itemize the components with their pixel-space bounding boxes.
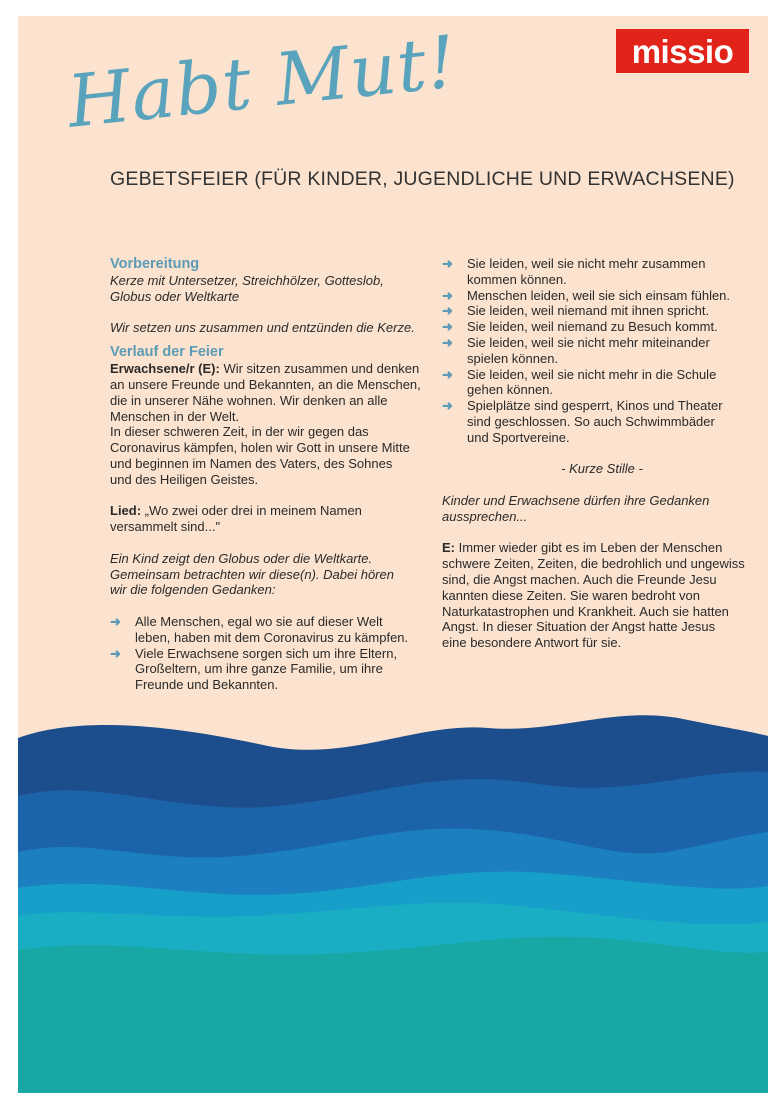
- list-item: [442, 288, 762, 304]
- kind-line: Ein Kind zeigt den Globus oder die Weltkarte.: [110, 550, 373, 566]
- e2-paragraph-line: kannten diese Zeiten. Sie waren bedroht von: [442, 587, 701, 603]
- kind-line: wir die folgenden Gedanken:: [110, 582, 276, 598]
- verlauf-heading: Verlauf der Feier: [110, 344, 224, 361]
- e1-paragraph-line: [110, 361, 430, 377]
- vorbereitung-line: Globus oder Weltkarte: [110, 288, 240, 304]
- missio-logo: missio: [616, 29, 749, 73]
- bullet-line: Sie leiden, weil niemand mit ihnen spricht.: [467, 303, 710, 319]
- arrow-icon: ➜: [442, 366, 453, 382]
- arrow-icon: ➜: [442, 398, 453, 414]
- e2-paragraph-line: Angst. In dieser Situation der Angst hatte Jesus: [442, 619, 716, 635]
- e1-paragraph-line: Menschen in der Welt.: [110, 408, 240, 424]
- script-title: Habt Mut!: [63, 19, 461, 144]
- left-bullet-list: [110, 614, 430, 693]
- list-item: [442, 335, 762, 367]
- e1-paragraph-line: In dieser schweren Zeit, in der wir gegen das: [110, 424, 369, 440]
- list-item: [110, 614, 430, 646]
- right-column: [442, 256, 762, 651]
- vorbereitung-heading: Vorbereitung: [110, 256, 200, 272]
- bullet-line: Viele Erwachsene sorgen sich um ihre Eltern,: [135, 645, 398, 661]
- e1-paragraph-line: die in unserer Nähe wohnen. Wir denken an alle: [110, 392, 388, 408]
- page-subtitle: GEBETSFEIER (FÜR KINDER, JUGENDLICHE UND ERWACHSENE): [110, 168, 735, 190]
- bullet-line: Sie leiden, weil sie nicht mehr in die Schule: [467, 366, 717, 382]
- e1-paragraph-line: und des Heiligen Geistes.: [110, 471, 259, 487]
- e1-paragraph-line: an unsere Freunde und Bekannten, an die Menschen,: [110, 376, 421, 392]
- bullet-line: Sie leiden, weil sie nicht mehr zusammen: [467, 256, 706, 271]
- e2-paragraph-line: schwere Zeiten, Zeiten, die bedrohlich und ungewiss: [442, 556, 745, 572]
- list-item: [110, 646, 430, 693]
- lied-text: „Wo zwei oder drei in meinem Namen: [141, 503, 362, 519]
- e1-text: Wir sitzen zusammen und denken: [219, 361, 420, 377]
- wave-layer-6: [18, 937, 768, 1093]
- bullet-line: Spielplätze sind gesperrt, Kinos und Theater: [467, 398, 723, 414]
- arrow-icon: ➜: [110, 613, 121, 629]
- bullet-line: kommen können.: [467, 271, 567, 287]
- arrow-icon: ➜: [110, 645, 121, 661]
- bullet-line: Freunde und Bekannten.: [135, 677, 279, 693]
- e1-paragraph-line: Coronavirus kämpfen, holen wir Gott in unsere Mitte: [110, 440, 410, 456]
- e2-paragraph-line: [442, 540, 762, 556]
- bullet-line: und Sportvereine.: [467, 429, 570, 445]
- list-item: [442, 256, 762, 288]
- list-item: [442, 319, 762, 335]
- list-item: [442, 303, 762, 319]
- e2-text: Immer wieder gibt es im Leben der Menschen: [455, 540, 723, 556]
- arrow-icon: ➜: [442, 303, 453, 319]
- lied-line: versammelt sind...": [110, 519, 221, 535]
- bullet-line: spielen können.: [467, 350, 559, 366]
- arrow-icon: ➜: [442, 256, 453, 271]
- page-sheet: [18, 16, 768, 1093]
- kinder-line: aussprechen...: [442, 508, 528, 524]
- arrow-icon: ➜: [442, 287, 453, 303]
- bullet-line: Sie leiden, weil sie nicht mehr miteinander: [467, 334, 710, 350]
- bullet-line: sind geschlossen. So auch Schwimmbäder: [467, 413, 715, 429]
- bullet-line: Menschen leiden, weil sie sich einsam fühlen.: [467, 287, 731, 303]
- bullet-line: Alle Menschen, egal wo sie auf dieser Welt: [135, 613, 383, 629]
- kurze-stille: - Kurze Stille -: [561, 461, 643, 477]
- e2-paragraph-line: sind, die Angst machen. Auch die Freunde Jesu: [442, 571, 717, 587]
- left-column: [110, 256, 430, 693]
- arrow-icon: ➜: [442, 319, 453, 335]
- lied-line: [110, 503, 430, 519]
- right-bullet-list: [442, 256, 762, 446]
- e1-paragraph-line: und beginnen im Namen des Vaters, des Sohnes: [110, 455, 393, 471]
- intro-text: Wir setzen uns zusammen und entzünden die Kerze.: [110, 320, 415, 336]
- bullet-line: Großeltern, um ihre ganze Familie, um ihre: [135, 661, 383, 677]
- e2-paragraph-line: eine besondere Antwort für sie.: [442, 635, 622, 651]
- lied-label: Lied:: [110, 503, 142, 519]
- bullet-line: Sie leiden, weil niemand zu Besuch kommt.: [467, 319, 718, 335]
- bullet-line: leben, haben mit dem Coronavirus zu kämpfen.: [135, 629, 409, 645]
- e2-label: E:: [442, 540, 455, 556]
- vorbereitung-line: Kerze mit Untersetzer, Streichhölzer, Gotteslob,: [110, 273, 384, 288]
- list-item: [442, 367, 762, 399]
- arrow-icon: ➜: [442, 334, 453, 350]
- list-item: [442, 398, 762, 445]
- kinder-line: Kinder und Erwachsene dürfen ihre Gedanken: [442, 492, 710, 508]
- kind-line: Gemeinsam betrachten wir diese(n). Dabei hören: [110, 566, 394, 582]
- e1-label: Erwachsene/r (E):: [110, 361, 220, 377]
- e2-paragraph-line: Naturkatastrophen und Krankheit. Auch sie hatten: [442, 603, 729, 619]
- bullet-line: gehen können.: [467, 382, 554, 398]
